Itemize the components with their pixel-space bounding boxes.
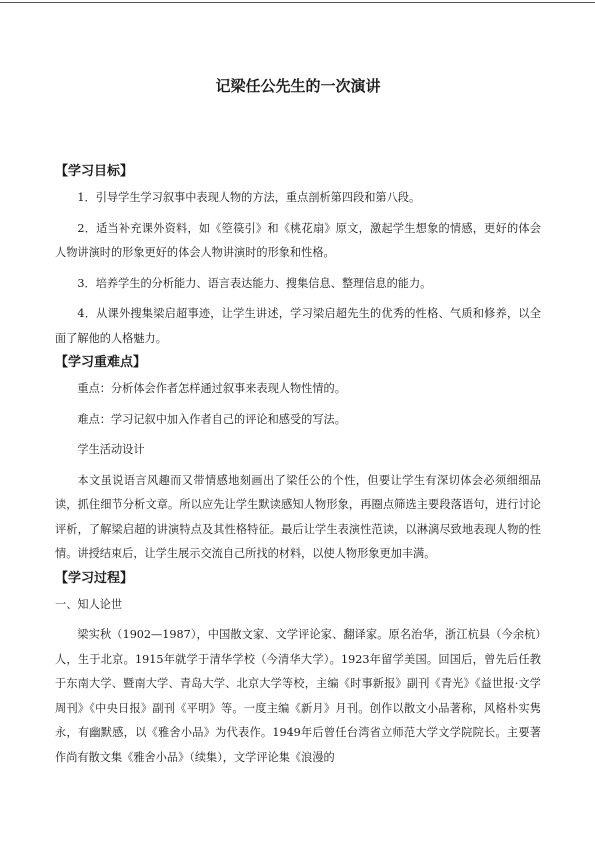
objective-item-1: 1．引导学生学习叙事中表现人物的方法，重点剖析第四段和第八段。 — [77, 191, 421, 204]
heading-objectives: 【学习目标】 — [55, 164, 134, 179]
objective-item-4: 4．从课外搜集梁启超事迹，让学生讲述，学习梁启超先生的优秀的性格、气质和修养，以全面了解他的人格魅力。 — [55, 307, 541, 345]
key-point-focus: 重点：分析体会作者怎样通过叙事来表现人物性情的。 — [77, 382, 346, 395]
document-page — [55, 74, 541, 770]
activity-title: 学生活动设计 — [77, 443, 145, 456]
activity-body: 本文虽说语言风趣而又带情感地刻画出了梁任公的个性，但要让学生有深切体会必须细细品读，抓住细节分析文章。所以应先让学生默读感知人物形象，再圈点筛选主要段落语句，进行讨论评析，了解梁启超的讲演特点及其性格特征。最后让学生表演性范读，以淋漓尽致地表现人物的性情。讲授结束后，让学生展示交流自己所找的材料，以使人物形象更加丰满。 — [55, 473, 541, 560]
page-top-rule — [0, 2, 595, 3]
objective-item-2: 2．适当补充课外资料，如《箜篌引》和《桃花扇》原文，激起学生想象的情感，更好的体会人物讲演时的形象更好的体会人物讲演时的形象和性格。 — [55, 221, 541, 259]
heading-process: 【学习过程】 — [55, 570, 134, 586]
heading-key-points: 【学习重难点】 — [55, 355, 147, 370]
objective-item-3: 3．培养学生的分析能力、语言表达能力、搜集信息、整理信息的能力。 — [77, 276, 432, 290]
key-point-difficulty: 难点：学习记叙中加入作者自己的评论和感受的写法。 — [77, 412, 346, 426]
document-title: 记梁任公先生的一次演讲 — [215, 77, 381, 95]
author-bio: 梁实秋（1902—1987），中国散文家、文学评论家、翻译家。原名治华，浙江杭县（今余杭）人，生于北京。1915年就学于清华学校（今清华大学）。1923年留学美国。回国后，曾先后任教于东南大学、暨南大学、青岛大学、北京大学等校，主编《时事新报》副刊《青光》《益世报·文学周刊》《中央日报》副刊《平明》等。一度主编《新月》月刊。创作以散文小品著称，风格朴实隽永，有幽默感，以《雅舍小品》为代表作。1949年后曾任台湾省立师范大学文学院院长。主要著作尚有散文集《雅舍小品》（续集），文学评论集《浪漫的 — [55, 628, 541, 764]
process-subheading: 一、知人论世 — [55, 597, 123, 611]
